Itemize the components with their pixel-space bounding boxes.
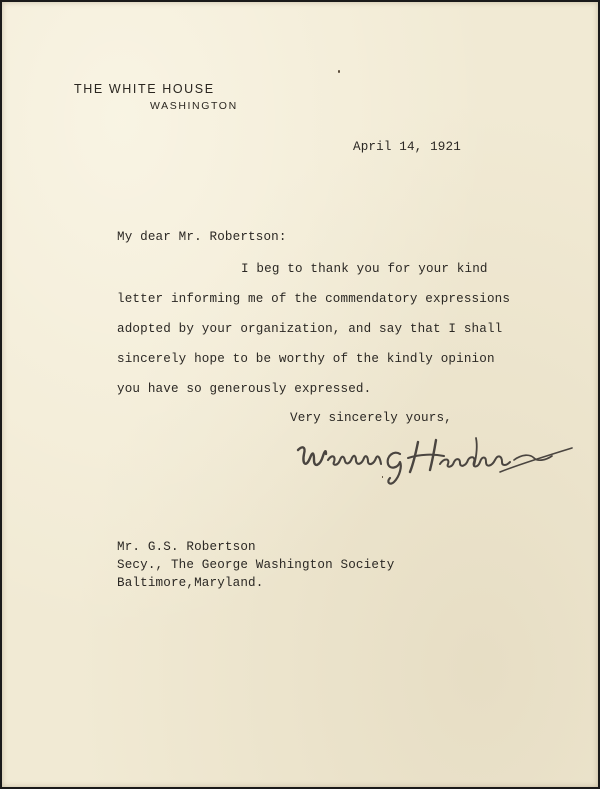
body-line: letter informing me of the commendatory expressions <box>117 292 511 306</box>
closing: Very sincerely yours, <box>290 411 452 425</box>
letter-date: April 14, 1921 <box>353 140 461 154</box>
body-line: I beg to thank you for your kind <box>241 262 488 276</box>
letterhead-title: THE WHITE HOUSE <box>74 82 215 96</box>
recipient-city: Baltimore,Maryland. <box>117 576 264 590</box>
letter-page <box>2 2 598 787</box>
salutation: My dear Mr. Robertson: <box>117 230 287 244</box>
paper-speck <box>382 476 383 478</box>
paper-speck <box>338 70 340 73</box>
letterhead-subtitle: WASHINGTON <box>150 100 238 112</box>
body-line: adopted by your organization, and say that I shall <box>117 322 503 336</box>
recipient-title: Secy., The George Washington Society <box>117 558 395 572</box>
recipient-name: Mr. G.S. Robertson <box>117 540 256 554</box>
body-line: sincerely hope to be worthy of the kindly opinion <box>117 352 495 366</box>
handwritten-signature <box>290 420 590 490</box>
body-line: you have so generously expressed. <box>117 382 372 396</box>
